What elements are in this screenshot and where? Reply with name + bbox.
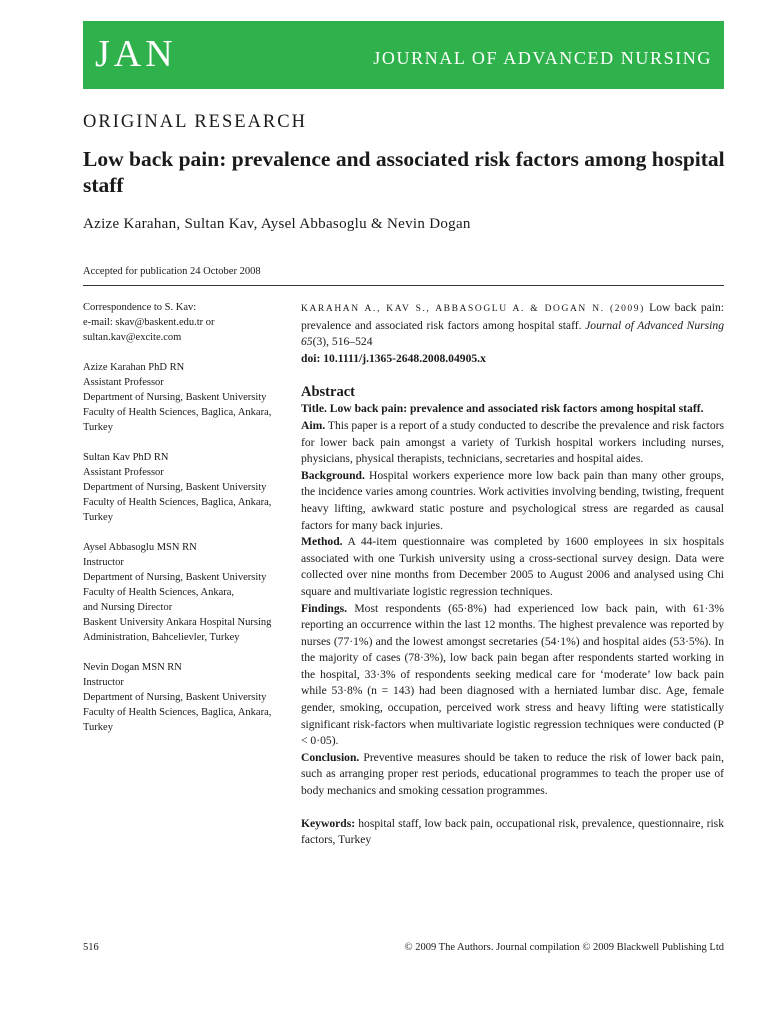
section-label-conclusion: Conclusion. bbox=[301, 750, 360, 764]
affiliation-line: Faculty of Health Sciences, Baglica, Ankara, bbox=[83, 707, 272, 718]
affiliation-line: Department of Nursing, Baskent University bbox=[83, 392, 267, 403]
author-name: Sultan Kav PhD RN bbox=[83, 452, 169, 463]
author-role: Assistant Professor bbox=[83, 467, 164, 478]
section-label-method: Method. bbox=[301, 535, 343, 549]
abstract-title-line: Title. Low back pain: prevalence and associated risk factors among hospital staff. bbox=[301, 402, 704, 416]
author-name: Azize Karahan PhD RN bbox=[83, 362, 185, 373]
section-text-conclusion: Preventive measures should be taken to reduce the risk of lower back pain, such as arranging proper rest periods, educational programmes to teach the proper use of body mechanics and smoking cessation programmes. bbox=[301, 750, 724, 798]
citation-text: Low back pain: prevalence and associated risk factors among hospital staff. bbox=[301, 301, 725, 332]
journal-name: JOURNAL OF ADVANCED NURSING bbox=[373, 48, 712, 68]
keywords-label: Keywords: bbox=[301, 816, 356, 830]
author-affiliation bbox=[83, 360, 288, 435]
section-label-background: Background. bbox=[301, 468, 365, 482]
citation-authors: KARAHAN A., KAV S., ABBASOGLU A. & DOGAN N. (2009) bbox=[301, 304, 645, 314]
abstract-conclusion bbox=[301, 750, 724, 800]
section-text-findings: Most respondents (65·8%) had experienced low back pain, with 61·3% reporting an occurrence within the last 12 months. The highest prevalence was reported by nurses (77·1%) and the lowest amongst secretaries (54·1%) and hospital aides (53·5%). In the majority of cases (78·3%), low back pain began after respondents started working in the hospital, 33·3% of respondents seeking medical care for ‘moderate’ low back pain while 53·8% (n = 143) had been diagnosed with a herniated lumbar disc. Age, female gender, smoking, occupation, perceived work stress and heavy lifting were statistically significant risk-factors when multivariate logistic regression techniques were conducted (P < 0·05). bbox=[301, 601, 724, 748]
affiliation-line: Department of Nursing, Baskent University bbox=[83, 572, 267, 583]
affiliations-sidebar bbox=[83, 300, 288, 750]
correspondence-email-alt[interactable]: sultan.kav@excite.com bbox=[83, 332, 182, 343]
affiliation-line: Turkey bbox=[83, 422, 113, 433]
correspondence-email[interactable]: e-mail: skav@baskent.edu.tr or bbox=[83, 317, 215, 328]
affiliation-line: Baskent University Ankara Hospital Nursing bbox=[83, 617, 272, 628]
abstract-background bbox=[301, 468, 724, 534]
journal-logo: JAN bbox=[95, 33, 177, 75]
citation-doi[interactable]: doi: 10.1111/j.1365-2648.2008.04905.x bbox=[301, 351, 486, 365]
citation-journal: Journal of Advanced Nursing bbox=[585, 318, 724, 332]
section-label-aim: Aim. bbox=[301, 418, 326, 432]
section-text-background: Hospital workers experience more low back pain than many other groups, the incidence varies among countries. Work activities involving bending, twisting, frequent heavy lifting, awkward static posture and psychological stress are regarded as causal factors for many back injuries. bbox=[301, 468, 724, 532]
copyright-notice: © 2009 The Authors. Journal compilation © 2009 Blackwell Publishing Ltd bbox=[404, 942, 724, 953]
citation-pages: (3), 516–524 bbox=[312, 335, 373, 349]
citation-volume: 65 bbox=[301, 335, 313, 349]
author-role: Instructor bbox=[83, 677, 124, 688]
author-name: Aysel Abbasoglu MSN RN bbox=[83, 542, 197, 553]
correspondence-block bbox=[83, 300, 288, 345]
abstract-findings bbox=[301, 601, 724, 750]
affiliation-line: Turkey bbox=[83, 512, 113, 523]
affiliation-line: Faculty of Health Sciences, Baglica, Ankara, bbox=[83, 497, 272, 508]
affiliation-line: and Nursing Director bbox=[83, 602, 173, 613]
affiliation-line: Administration, Bahcelievler, Turkey bbox=[83, 632, 240, 643]
section-text-aim: This paper is a report of a study conducted to describe the prevalence and risk factors for lower back pain amongst a variety of Turkish hospital workers including nurses, physicians, physical therapists, technicians, secretaries and hospital aides. bbox=[301, 418, 724, 466]
correspondence-line: Correspondence to S. Kav: bbox=[83, 302, 197, 313]
keywords-block bbox=[301, 816, 724, 849]
accepted-date: Accepted for publication 24 October 2008 bbox=[83, 266, 261, 277]
abstract-method bbox=[301, 534, 724, 600]
section-label-findings: Findings. bbox=[301, 601, 348, 615]
citation-block bbox=[301, 300, 724, 367]
affiliation-line: Department of Nursing, Baskent University bbox=[83, 482, 267, 493]
section-text-method: A 44-item questionnaire was completed by 1600 employees in six hospitals associated with one Turkish university using a cross-sectional survey design. Data were collected over nine months from December 2005 to August 2006 and analysed using Chi square and multivariate logistic regression techniques. bbox=[301, 535, 725, 598]
affiliation-line: Faculty of Health Sciences, Baglica, Ankara, bbox=[83, 407, 272, 418]
author-affiliation bbox=[83, 450, 288, 525]
author-role: Instructor bbox=[83, 557, 124, 568]
abstract-heading: Abstract bbox=[301, 384, 355, 401]
main-column bbox=[301, 300, 724, 849]
page-number: 516 bbox=[83, 942, 99, 953]
author-affiliation bbox=[83, 660, 288, 735]
keywords-text: hospital staff, low back pain, occupational risk, prevalence, questionnaire, risk factors, Turkey bbox=[301, 816, 724, 847]
affiliation-line: Turkey bbox=[83, 722, 113, 733]
article-title: Low back pain: prevalence and associated risk factors among hospital staff bbox=[83, 147, 725, 197]
abstract-aim bbox=[301, 418, 724, 468]
affiliation-line: Faculty of Health Sciences, Ankara, bbox=[83, 587, 235, 598]
section-label: ORIGINAL RESEARCH bbox=[83, 112, 307, 132]
header-divider bbox=[83, 285, 724, 286]
affiliation-line: Department of Nursing, Baskent University bbox=[83, 692, 267, 703]
author-role: Assistant Professor bbox=[83, 377, 164, 388]
author-name: Nevin Dogan MSN RN bbox=[83, 662, 182, 673]
author-affiliation bbox=[83, 540, 288, 645]
journal-banner bbox=[83, 21, 724, 89]
author-list: Azize Karahan, Sultan Kav, Aysel Abbasoglu & Nevin Dogan bbox=[83, 216, 471, 232]
